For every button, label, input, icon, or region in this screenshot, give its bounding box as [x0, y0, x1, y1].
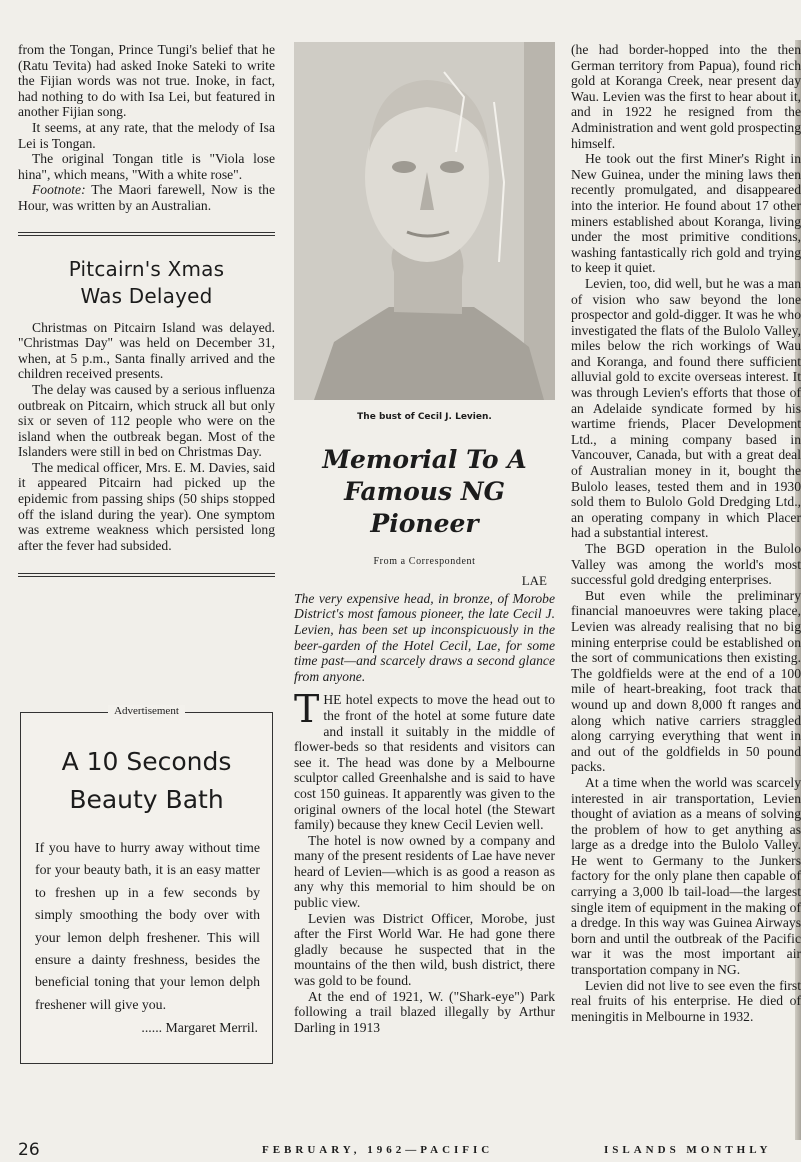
memorial-cont-p2: He took out the first Miner's Right in New Guinea, under the mining laws then recently promulgated, and disappeared into the interior. He found about 17 other miners established about Koranga, living under the most primitive conditions, washing fantastically rich gold and trying to keep it quiet.	[571, 151, 801, 276]
advertisement-signature: ...... Margaret Merril.	[141, 1020, 258, 1036]
memorial-cont-p6: At a time when the world was scarcely interested in air transportation, Levien thought of aviation as a means of solving the problem of how to get anything as large as a dredge into the Bulolo Valley. He went to Germany to the Junkers factory for the only plane then capable of carrying a 3,000 lb tail-load—the largest single item of equipment in the making of a dredge. In this way was Guinea Airways born and until the outbreak of the Pacific war it was the most important air transportation company in NG.	[571, 774, 801, 978]
byline: From a Correspondent	[373, 555, 476, 567]
drop-cap: T	[294, 687, 320, 732]
memorial-cont-p7: Levien did not live to see even the first real fruits of his enterprise. He died of meningitis in Melbourne in 1932.	[571, 977, 801, 1024]
pitcairn-headline	[18, 256, 275, 310]
bust-image	[294, 42, 555, 400]
memorial-headline	[294, 444, 555, 540]
advertisement-box	[20, 705, 273, 1064]
pitcairn-headline-line1: Pitcairn's Xmas	[68, 256, 225, 281]
memorial-headline-line2: Famous NG	[344, 476, 505, 506]
section-divider	[18, 232, 275, 236]
advertisement-label-wrap	[21, 705, 272, 717]
article-continued-p3: The original Tongan title is "Viola lose hina", which means, "With a white rose".	[18, 151, 275, 182]
bust-photo	[294, 42, 555, 400]
article-intro: The very expensive head, in bronze, of Morobe District's most famous pioneer, the late Cecil J. Levien, has been set up inconspicuously in the beer-garden of the Hotel Cecil, Lae, for some time past—and scarcely draws a second glance from anyone.	[294, 590, 555, 684]
section-divider-2	[18, 573, 275, 577]
footnote-label: Footnote:	[32, 182, 86, 198]
memorial-p1	[294, 687, 555, 833]
running-footer-right: ISLANDS MONTHLY	[604, 1144, 772, 1156]
pitcairn-p2: The delay was caused by a serious influenza outbreak on Pitcairn, which struck all but only six or seven of 112 people who were on the island when the outbreak began. Most of the Islanders were still in bed on Christmas Day.	[18, 381, 275, 460]
article-continued-p1: from the Tongan, Prince Tungi's belief that he (Ratu Tevita) had asked Inoke Sateki to write the Fijian words was not true. Inoke, in fact, had nothing to do with Isa Lei, but featured in another Fijian song.	[18, 42, 275, 120]
memorial-p3: Levien was District Officer, Morobe, just after the First World War. He had gone there gladly because he suspected that in the mountains of the then wild, bush district, there was gold to be found.	[294, 910, 555, 989]
column-middle	[294, 42, 555, 1035]
footnote	[18, 182, 275, 213]
advertisement-body: If you have to hurry away without time for your beauty bath, it is an easy matter to freshen up in a few seconds by simply smoothing the body over with your lemon delph freshener. This will ensure a dainty freshness, besides the beneficial toning that your lemon delph freshener will give you.	[35, 840, 260, 1012]
memorial-p1-text: HE hotel expects to move the head out to the front of the hotel at some future date and install it suitably in the middle of flower-beds so that residents and visitors can see it. The head was done by a Melbourne sculptor called Greenhalshe and is said to have cost 150 guineas. It apparently was given to the original owners of the local hotel (the Stewart family) because they knew Cecil Levien well.	[294, 692, 555, 833]
memorial-headline-line1: Memorial To A	[322, 444, 527, 474]
page-number: 26	[18, 1140, 40, 1160]
article-continued-p2: It seems, at any rate, that the melody of Isa Lei is Tongan.	[18, 119, 275, 151]
pitcairn-headline-line2: Was Delayed	[80, 283, 213, 308]
column-left	[18, 42, 275, 597]
memorial-cont-p4: The BGD operation in the Bulolo Valley was among the world's most successful gold dredging enterprises.	[571, 541, 801, 588]
memorial-cont-p1: (he had border-hopped into the then German territory from Papua), found rich gold at Koranga Creek, near present day Wau. Levien was the first to hear about it, and in 1922 he resigned from the Administration and went gold prospecting himself.	[571, 42, 801, 151]
advertisement-label: Advertisement	[108, 705, 185, 717]
dateline: LAE	[521, 573, 547, 589]
pitcairn-p3: The medical officer, Mrs. E. M. Davies, said it appeared Pitcairn had picked up the epidemic from passing ships (50 ships stopped off the island during the year). One symptom was extreme weakness which persisted long after the fever had subsided.	[18, 459, 275, 553]
advertisement-title	[21, 743, 272, 819]
memorial-p4: At the end of 1921, W. ("Shark-eye") Park following a trail blazed illegally by Arthur Darling in 1913	[294, 988, 555, 1035]
ad-title-line1: A 10 Seconds	[61, 747, 232, 776]
memorial-cont-p3: Levien, too, did well, but he was a man of vision who saw beyond the lone prospector and gold-digger. It was he who investigated the flats of the Bulolo Valley, miles below the rich workings of Wau and Koranga, and found there sufficient alluvial gold to excite overseas interest. It was through Levien's efforts that those of an Adelaide syndicate formed by his wartime friends, Placer Development Ltd., a mining company based in Vancouver, Canada, but with a great deal of Australian money in it, bought the Bulolo leases, tested them and in 1930 sold them to Bulolo Gold Dredging Ltd., an operating company in which Placer had a substantial interest.	[571, 275, 801, 541]
footnote-text: The Maori farewell, Now is the Hour, was written by an Australian.	[18, 182, 275, 213]
running-footer-left: FEBRUARY, 1962—PACIFIC	[262, 1144, 494, 1156]
memorial-headline-line3: Pioneer	[370, 508, 479, 538]
column-right	[571, 42, 801, 1092]
pitcairn-p1: Christmas on Pitcairn Island was delayed. "Christmas Day" was held on December 31, when, at 5 p.m., Santa finally arrived and the children received presents.	[18, 319, 275, 382]
memorial-p2: The hotel is now owned by a company and many of the present residents of Lae have never heard of Levien—which is as good a reason as any why this memorial to him should be on public view.	[294, 832, 555, 911]
memorial-cont-p5: But even while the preliminary financial manoeuvres were taking place, Levien was already realising that no big mining enterprise could be established on the sort of communications then existing. The goldfields were at the end of a 100 mile of heart-breaking, foot track that wound up and down 8,000 ft ranges and along which native carriers straggled along carrying everything that went in and out of the goldfields in 50 pound packs.	[571, 587, 801, 775]
photo-caption: The bust of Cecil J. Levien.	[357, 412, 492, 422]
ad-title-line2: Beauty Bath	[69, 785, 224, 814]
